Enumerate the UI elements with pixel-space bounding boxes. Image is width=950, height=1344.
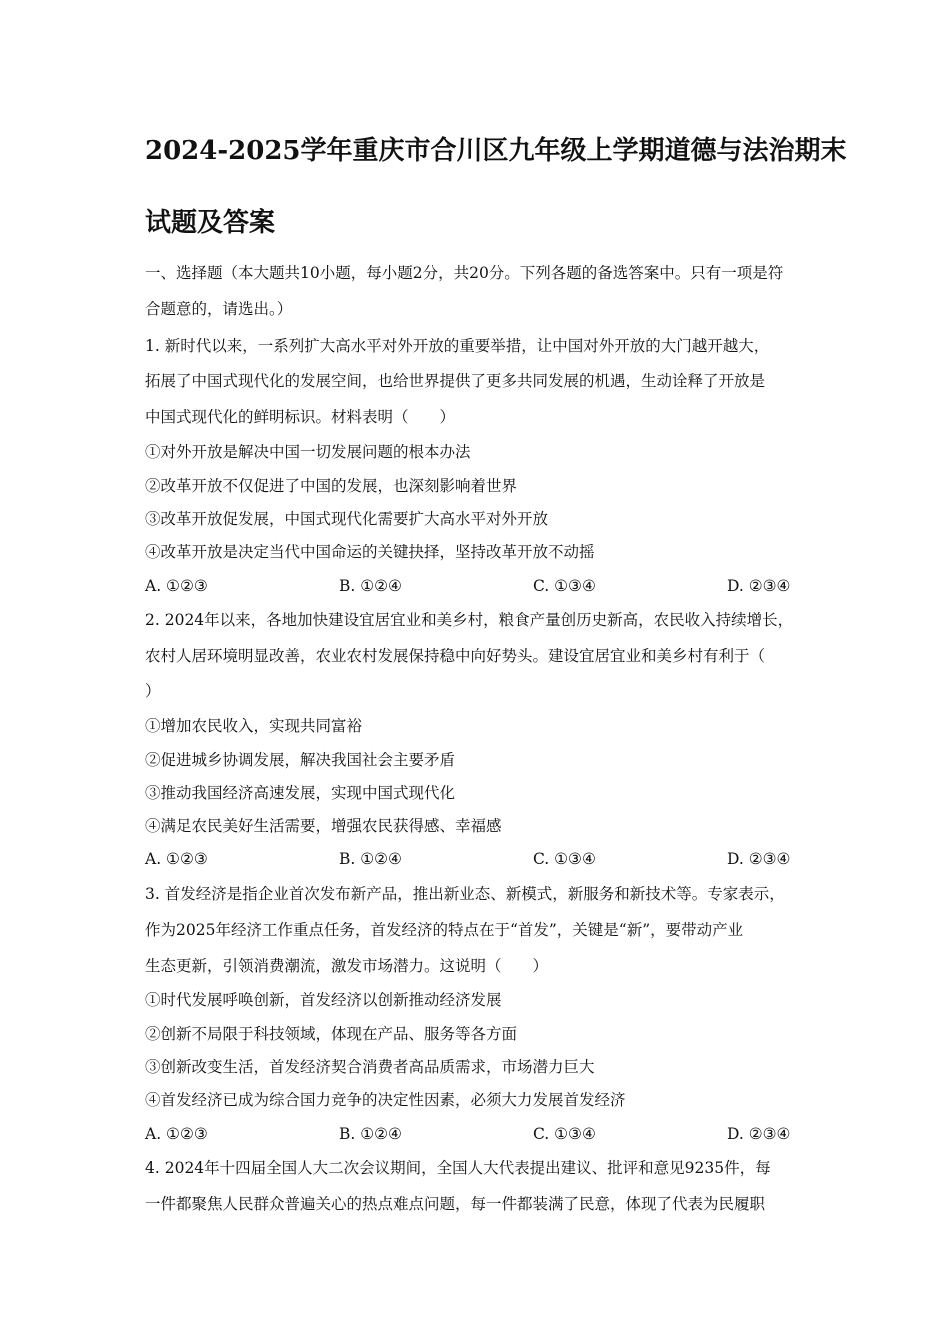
option-a: A. ①②③ — [145, 1125, 208, 1143]
statement-3: ③推动我国经济高速发展，实现中国式现代化 — [145, 784, 456, 802]
section-heading-continued: 合题意的，请选出。） — [145, 300, 293, 318]
statement-3: ③改革开放促发展，中国式现代化需要扩大高水平对外开放 — [145, 510, 549, 528]
answer-options — [145, 1124, 815, 1144]
option-b: B. ①②④ — [339, 850, 402, 868]
question-stem-line: 1. 新时代以来，一系列扩大高水平对外开放的重要举措，让中国对外开放的大门越开越大， — [145, 337, 770, 355]
question-stem-line: 一件都聚焦人民群众普遍关心的热点难点问题，每一件都装满了民意，体现了代表为民履职 — [145, 1195, 766, 1213]
statement-1: ①对外开放是解决中国一切发展问题的根本办法 — [145, 443, 471, 461]
option-b: B. ①②④ — [339, 1125, 402, 1143]
question-stem-line: 2. 2024年以来，各地加快建设宜居宜业和美乡村，粮食产量创历史新高，农民收入持续增长， — [145, 611, 794, 629]
answer-options — [145, 576, 815, 596]
option-a: A. ①②③ — [145, 850, 208, 868]
statement-4: ④满足农民美好生活需要，增强农民获得感、幸福感 — [145, 817, 502, 835]
statement-4: ④改革开放是决定当代中国命运的关键抉择，坚持改革开放不动摇 — [145, 543, 595, 561]
option-c: C. ①③④ — [533, 850, 596, 868]
document-title-line-1: 2024-2025学年重庆市合川区九年级上学期道德与法治期末 — [145, 136, 847, 166]
statement-1: ①时代发展呼唤创新，首发经济以创新推动经济发展 — [145, 991, 502, 1009]
question-stem-line: 3. 首发经济是指企业首次发布新产品，推出新业态、新模式，新服务和新技术等。专家表示， — [145, 885, 785, 903]
question-stem-line: 中国式现代化的鲜明标识。材料表明（ ） — [145, 408, 456, 426]
statement-1: ①增加农民收入，实现共同富裕 — [145, 717, 363, 735]
statement-2: ②创新不局限于科技领域，体现在产品、服务等各方面 — [145, 1025, 518, 1043]
option-c: C. ①③④ — [533, 577, 596, 595]
question-stem-line: ） — [145, 682, 161, 700]
statement-3: ③创新改变生活，首发经济契合消费者高品质需求，市场潜力巨大 — [145, 1058, 595, 1076]
section-heading: 一、选择题（本大题共10小题，每小题2分，共20分。下列各题的备选答案中。只有一项是符 — [145, 264, 784, 282]
option-d: D. ②③④ — [727, 577, 791, 595]
question-stem-line: 拓展了中国式现代化的发展空间，也给世界提供了更多共同发展的机遇，生动诠释了开放是 — [145, 372, 766, 390]
question-stem-line: 生态更新，引领消费潮流，激发市场潜力。这说明（ ） — [145, 957, 549, 975]
document-title-line-2: 试题及答案 — [145, 208, 276, 238]
statement-4: ④首发经济已成为综合国力竞争的决定性因素，必须大力发展首发经济 — [145, 1091, 626, 1109]
option-d: D. ②③④ — [727, 1125, 791, 1143]
question-stem-line: 4. 2024年十四届全国人大二次会议期间，全国人大代表提出建议、批评和意见9235件，每 — [145, 1159, 771, 1177]
answer-options — [145, 849, 815, 869]
option-b: B. ①②④ — [339, 577, 402, 595]
question-stem-line: 作为2025年经济工作重点任务，首发经济的特点在于“首发”，关键是“新”，要带动产业 — [145, 921, 744, 939]
statement-2: ②改革开放不仅促进了中国的发展，也深刻影响着世界 — [145, 477, 518, 495]
option-d: D. ②③④ — [727, 850, 791, 868]
question-stem-line: 农村人居环境明显改善，农业农村发展保持稳中向好势头。建设宜居宜业和美乡村有利于（ — [145, 647, 766, 665]
statement-2: ②促进城乡协调发展，解决我国社会主要矛盾 — [145, 751, 456, 769]
option-a: A. ①②③ — [145, 577, 208, 595]
option-c: C. ①③④ — [533, 1125, 596, 1143]
